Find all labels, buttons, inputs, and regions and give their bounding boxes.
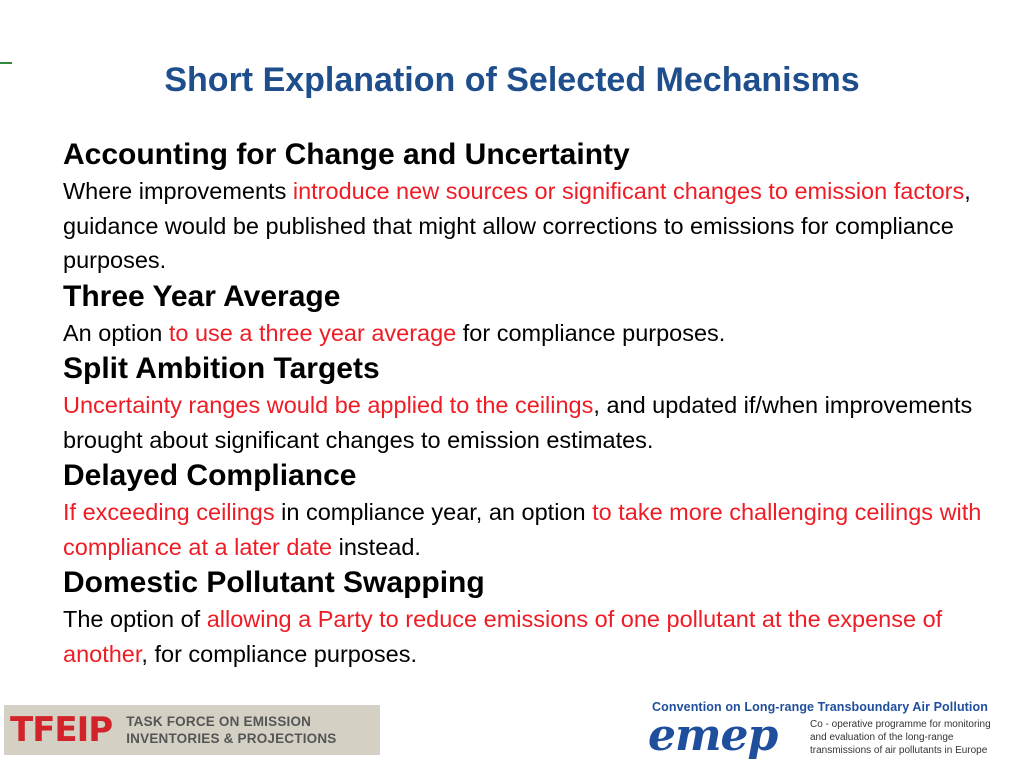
emep-logo-block xyxy=(648,700,1020,764)
emep-logo: emep xyxy=(648,710,778,761)
emep-desc-line2: and evaluation of the long-range xyxy=(810,732,954,743)
section-swapping xyxy=(63,564,1003,671)
section-body xyxy=(63,602,1003,671)
section-body xyxy=(63,316,1003,351)
tfeip-name-line1: TASK FORCE ON EMISSION xyxy=(126,714,312,729)
body-text: , guidance would be published that might allow corrections to emissions for compliance purposes. xyxy=(63,178,971,273)
highlight-text: to use a three year average xyxy=(168,319,457,346)
body-text: , for compliance purposes. xyxy=(141,640,418,667)
section-heading: Three Year Average xyxy=(63,279,341,313)
slide-title: Short Explanation of Selected Mechanisms xyxy=(164,61,860,99)
highlight-text: If exceeding ceilings xyxy=(63,499,275,525)
section-body xyxy=(63,388,1003,457)
highlight-text: to take more challenging ceilings with compliance at a later date xyxy=(63,499,982,560)
emep-desc-line1: Co - operative programme for monitoring xyxy=(810,719,991,730)
emep-caption: Convention on Long-range Transboundary Air Pollution xyxy=(652,700,988,714)
emep-desc-line3: transmissions of air pollutants in Europe xyxy=(810,745,988,756)
slide-content xyxy=(63,136,1003,671)
emep-description xyxy=(810,718,991,757)
section-delayed xyxy=(63,457,1003,564)
section-body xyxy=(63,495,1003,564)
tfeip-logo-banner xyxy=(4,705,380,755)
highlight-text: allowing a Party to reduce emissions of one pollutant at the expense of another xyxy=(63,606,943,667)
section-accounting xyxy=(63,136,1003,278)
section-split-ambition xyxy=(63,350,1003,457)
body-text: Where improvements xyxy=(63,178,293,204)
tfeip-logo: TFEIP xyxy=(10,710,113,750)
tfeip-name-line2: INVENTORIES & PROJECTIONS xyxy=(126,731,337,746)
body-text: , and updated if/when improvements brought about significant changes to emission estimates. xyxy=(63,392,973,453)
body-text: instead. xyxy=(332,533,421,560)
body-text: An option xyxy=(63,319,169,346)
body-text: The option of xyxy=(63,606,207,632)
section-body xyxy=(63,174,1003,278)
section-heading: Delayed Compliance xyxy=(63,459,357,492)
tfeip-name xyxy=(126,713,336,747)
section-three-year xyxy=(63,278,1003,351)
section-heading: Accounting for Change and Uncertainty xyxy=(63,138,630,171)
body-text: in compliance year, an option xyxy=(274,499,593,525)
body-text: for compliance purposes. xyxy=(456,319,726,346)
highlight-text: introduce new sources or significant changes to emission factors xyxy=(292,178,965,204)
section-heading: Domestic Pollutant Swapping xyxy=(63,566,485,599)
section-heading: Split Ambition Targets xyxy=(63,352,380,385)
highlight-text: Uncertainty ranges would be applied to the ceilings xyxy=(63,392,594,418)
